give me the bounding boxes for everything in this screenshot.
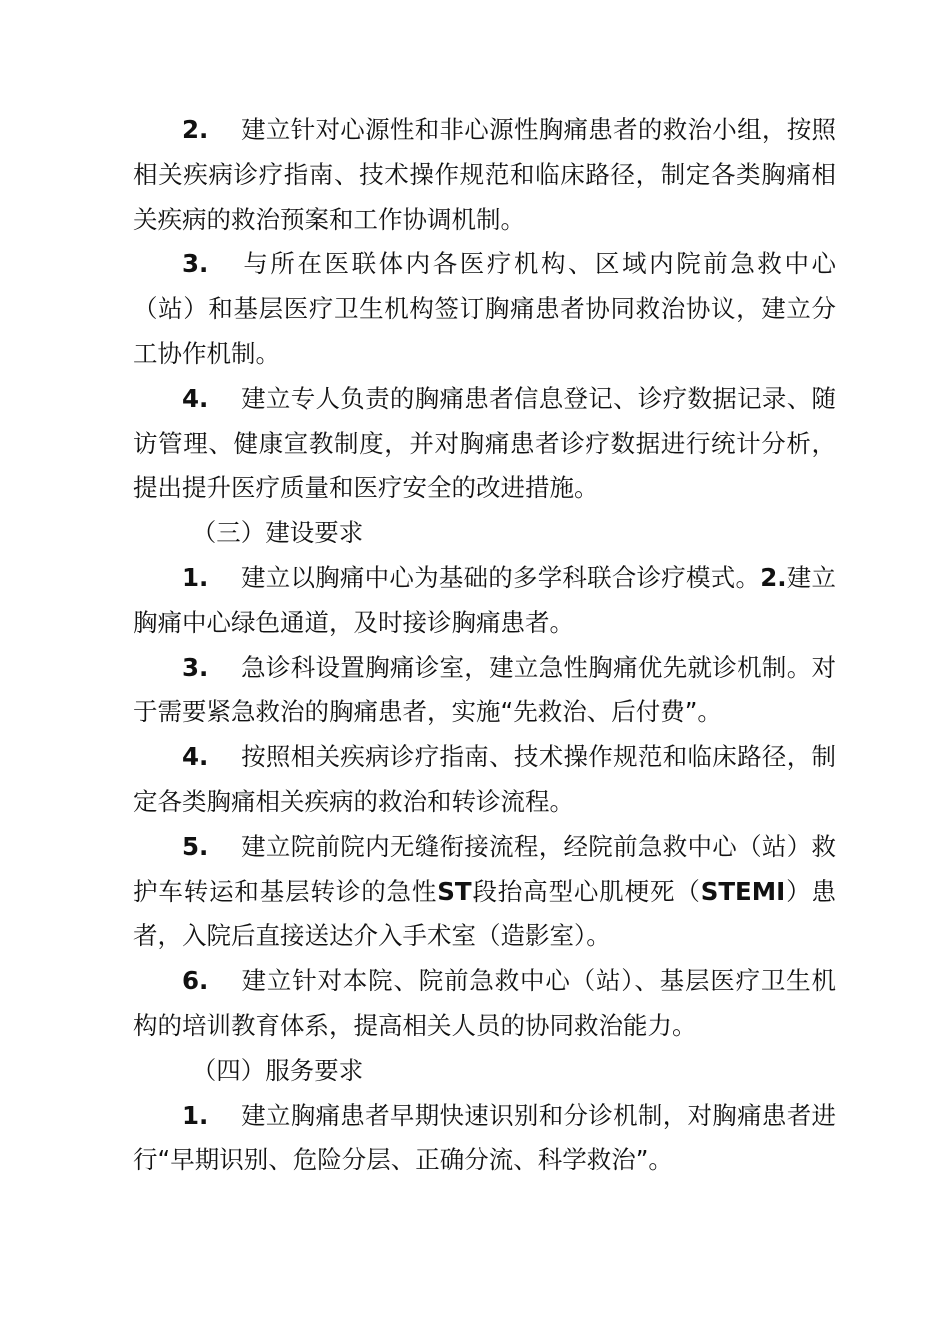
paragraph-text: 建立院前院内无缝衔接流程，经院前急救中心（站）救护车转运和基层转诊的急性 — [133, 831, 836, 906]
requirement-item-3 — [133, 646, 836, 736]
paragraph-text: 建立胸痛中心绿色通道，及时接诊胸痛患者。 — [133, 562, 837, 637]
paragraph-text: 建立专人负责的胸痛患者信息登记、诊疗数据记录、随访管理、健康宣教制度，并对胸痛患者诊疗数据进行统计分析，提出提升医疗质量和医疗安全的改进措施。 — [133, 383, 836, 503]
section-heading-service-requirements: （四）服务要求 — [191, 1055, 364, 1085]
paragraph-text: ）患者，入院后直接送达介入手术室（造影室）。 — [133, 876, 837, 951]
item-number: 2. — [182, 115, 209, 144]
item-number: 1. — [182, 1100, 209, 1130]
requirement-item-6 — [133, 959, 836, 1049]
item-number: 5. — [182, 831, 209, 861]
item-number: 1. — [182, 562, 209, 592]
paragraph-text: 段抬高型心肌梗死（ — [471, 876, 701, 906]
paragraph-item-2 — [133, 108, 836, 242]
document-body — [133, 108, 836, 1183]
item-number: 4. — [182, 742, 209, 772]
st-abbreviation: ST — [437, 876, 472, 906]
service-item-1 — [133, 1094, 836, 1184]
item-number: 4. — [182, 383, 209, 413]
requirement-item-1 — [133, 556, 836, 646]
item-number: 6. — [182, 966, 209, 996]
requirement-item-4 — [133, 735, 836, 825]
paragraph-item-3 — [133, 242, 836, 376]
paragraph-text: 建立胸痛患者早期快速识别和分诊机制，对胸痛患者进行“早期识别、危险分层、正确分流、科学救治”。 — [133, 1100, 836, 1175]
paragraph-item-4 — [133, 377, 836, 511]
stemi-abbreviation: STEMI — [700, 876, 786, 906]
item-number: 3. — [182, 249, 209, 279]
paragraph-text: 与所在医联体内各医疗机构、区域内院前急救中心（站）和基层医疗卫生机构签订胸痛患者协同救治协议，建立分工协作机制。 — [133, 249, 836, 368]
paragraph-text: 建立针对本院、院前急救中心（站）、基层医疗卫生机构的培训教育体系，提高相关人员的协同救治能力。 — [133, 966, 836, 1040]
paragraph-text: 建立针对心源性和非心源性胸痛患者的救治小组，按照相关疾病诊疗指南、技术操作规范和临床路径，制定各类胸痛相关疾病的救治预案和工作协调机制。 — [133, 115, 836, 234]
section-heading-construction-requirements: （三）建设要求 — [191, 518, 364, 548]
paragraph-text: 按照相关疾病诊疗指南、技术操作规范和临床路径，制定各类胸痛相关疾病的救治和转诊流程。 — [133, 742, 836, 816]
requirement-item-5 — [133, 825, 836, 959]
item-number: 3. — [182, 652, 209, 682]
paragraph-text: 建立以胸痛中心为基础的多学科联合诊疗模式。 — [240, 562, 761, 592]
paragraph-text: 急诊科设置胸痛诊室，建立急性胸痛优先就诊机制。对于需要紧急救治的胸痛患者，实施“先救治、后付费”。 — [133, 652, 836, 727]
inline-item-number: 2. — [760, 562, 787, 592]
